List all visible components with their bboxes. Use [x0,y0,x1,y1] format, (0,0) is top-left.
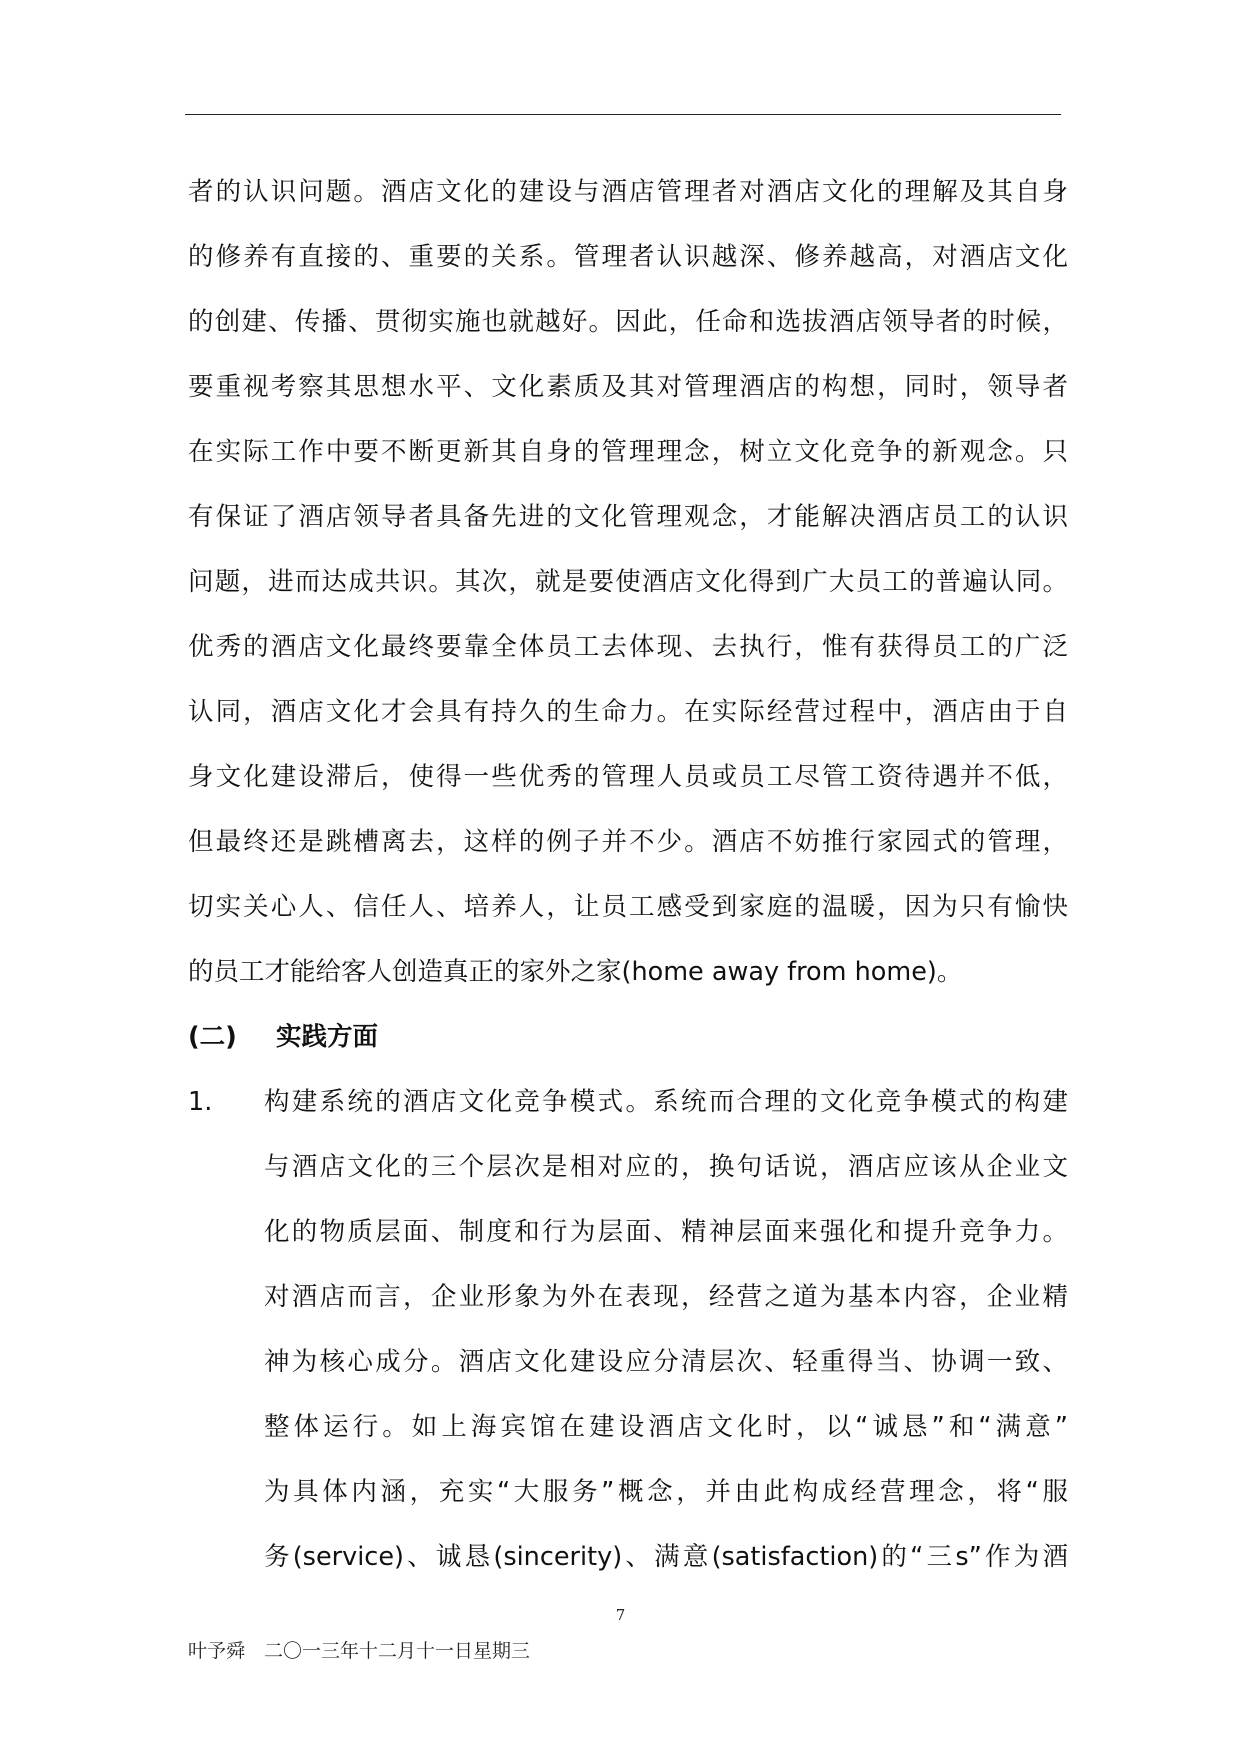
paragraph-line: 身文化建设滞后，使得一些优秀的管理人员或员工尽管工资待遇并不低， [188,762,1068,792]
paragraph-line: 者的认识问题。酒店文化的建设与酒店管理者对酒店文化的理解及其自身 [188,177,1068,207]
list-item-line: 务(service)、诚恳(sincerity)、满意(satisfaction)的“三s”作为酒 [264,1542,1068,1572]
list-item-line: 神为核心成分。酒店文化建设应分清层次、轻重得当、协调一致、 [264,1347,1068,1377]
paragraph-line: 优秀的酒店文化最终要靠全体员工去体现、去执行，惟有获得员工的广泛 [188,632,1068,662]
header-rule [185,114,1061,115]
list-item-line: 化的物质层面、制度和行为层面、精神层面来强化和提升竞争力。 [264,1217,1068,1247]
paragraph-line: 在实际工作中要不断更新其自身的管理理念，树立文化竞争的新观念。只 [188,437,1068,467]
list-item-text [264,1070,1068,1590]
list-item-line: 对酒店而言，企业形象为外在表现，经营之道为基本内容，企业精 [264,1282,1068,1312]
list-item-line: 与酒店文化的三个层次是相对应的，换句话说，酒店应该从企业文 [264,1152,1068,1182]
list-item-line: 整体运行。如上海宾馆在建设酒店文化时，以“诚恳”和“满意” [264,1412,1068,1442]
list-item-line: 构建系统的酒店文化竞争模式。系统而合理的文化竞争模式的构建 [264,1087,1068,1117]
paragraph-line: 的修养有直接的、重要的关系。管理者认识越深、修养越高，对酒店文化 [188,242,1068,272]
section-heading-number: (二) [188,1022,237,1052]
paragraph-line: 认同，酒店文化才会具有持久的生命力。在实际经营过程中，酒店由于自 [188,697,1068,727]
paragraph-line: 问题，进而达成共识。其次，就是要使酒店文化得到广大员工的普遍认同。 [188,567,1068,597]
paragraph [188,160,1068,1005]
paragraph-line: 有保证了酒店领导者具备先进的文化管理观念，才能解决酒店员工的认识 [188,502,1068,532]
list-item-number: 1. [188,1087,213,1117]
footer-author-date: 叶予舜 二〇一三年十二月十一日星期三 [188,1640,531,1662]
section-heading-title: 实践方面 [276,1022,379,1052]
list-item-line: 为具体内涵，充实“大服务”概念，并由此构成经营理念，将“服 [264,1477,1068,1507]
paragraph-line: 切实关心人、信任人、培养人，让员工感受到家庭的温暖，因为只有愉快 [188,892,1068,922]
section-heading [188,1005,1068,1070]
paragraph-line: 要重视考察其思想水平、文化素质及其对管理酒店的构想，同时，领导者 [188,372,1068,402]
list-item [188,1070,1068,1590]
body-text [188,160,1068,1590]
paragraph-line: 的员工才能给客人创造真正的家外之家(home away from home)。 [188,957,963,987]
paragraph-line: 但最终还是跳槽离去，这样的例子并不少。酒店不妨推行家园式的管理， [188,827,1068,857]
page-number: 7 [615,1606,626,1624]
paragraph-line: 的创建、传播、贯彻实施也就越好。因此，任命和选拔酒店领导者的时候， [188,307,1068,337]
